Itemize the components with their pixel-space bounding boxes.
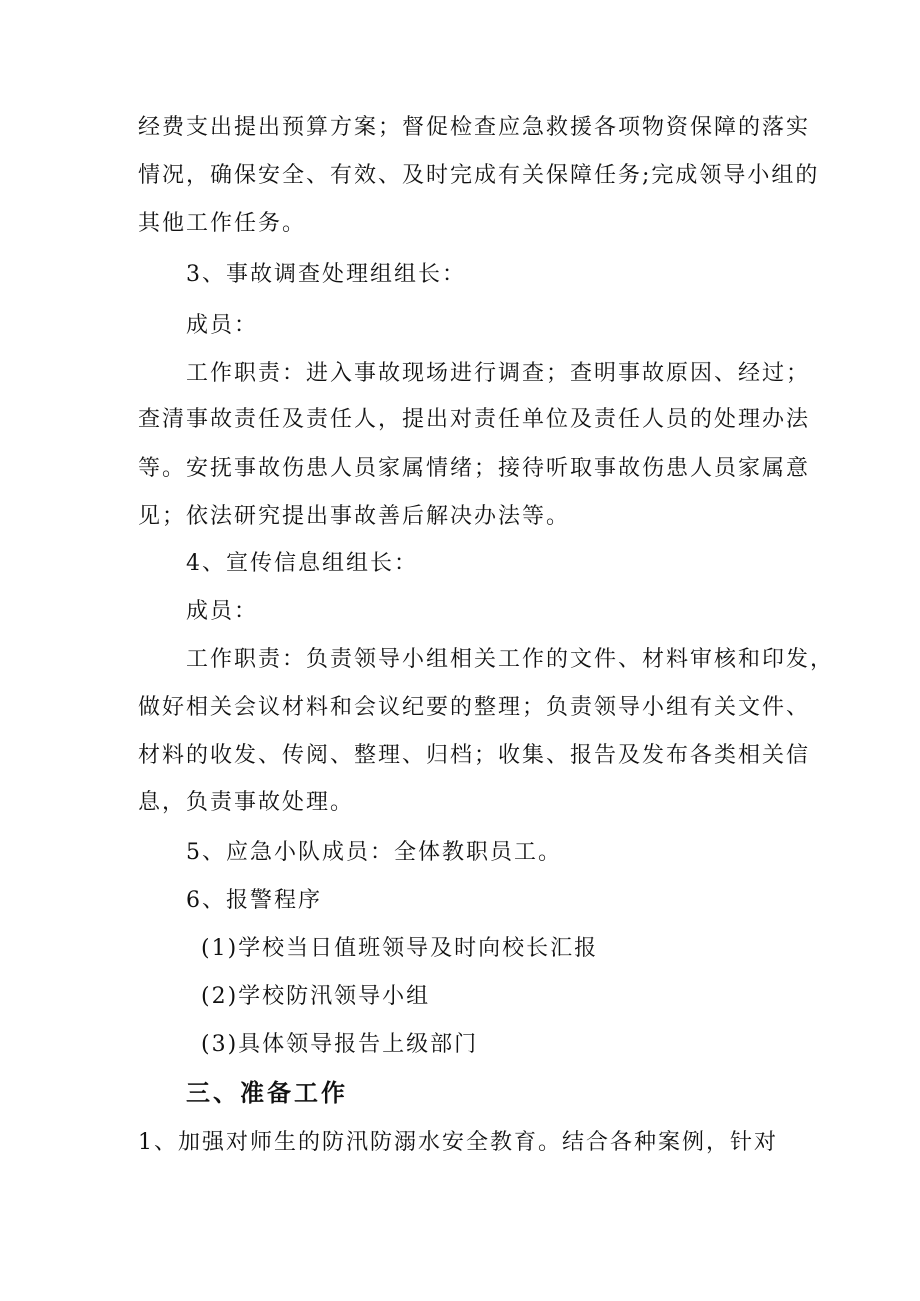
paragraph-line: 息，负责事故处理。 [138,790,355,815]
section-item-6-title: 6、报警程序 [186,888,322,913]
paragraph-line: 查清事故责任及责任人，提出对责任单位及责任人员的处理办法 [138,407,811,432]
members-label: 成员： [186,599,259,624]
section-item-3-title: 3、事故调查处理组组长： [186,262,466,287]
section-item-5-title: 5、应急小队成员：全体教职员工。 [186,840,562,865]
paragraph-line: 等。安抚事故伤患人员家属情绪；接待听取事故伤患人员家属意 [138,456,811,481]
section-item-4-title: 4、宣传信息组组长： [186,551,418,576]
paragraph-line: 工作职责：进入事故现场进行调查；查明事故原因、经过； [186,361,811,386]
procedure-step-1: (1)学校当日值班领导及时向校长汇报 [201,936,599,961]
paragraph-line: 工作职责：负责领导小组相关工作的文件、材料审核和印发， [186,647,835,672]
paragraph-line: 情况，确保安全、有效、及时完成有关保障任务;完成领导小组的 [138,163,820,188]
paragraph-line: 其他工作任务。 [138,211,307,236]
paragraph-line: 1、加强对师生的防汛防溺水安全教育。结合各种案例，针对 [138,1130,778,1155]
paragraph-line: 见；依法研究提出事故善后解决办法等。 [138,504,571,529]
paragraph-line: 材料的收发、传阅、整理、归档；收集、报告及发布各类相关信 [138,743,811,768]
procedure-step-2: (2)学校防汛领导小组 [201,984,431,1009]
section-heading: 三、准备工作 [186,1079,348,1107]
paragraph-line: 经费支出提出预算方案；督促检查应急救援各项物资保障的落实 [138,115,811,140]
procedure-step-3: (3)具体领导报告上级部门 [201,1032,479,1057]
paragraph-line: 做好相关会议材料和会议纪要的整理；负责领导小组有关文件、 [138,695,811,720]
members-label: 成员： [186,313,259,338]
